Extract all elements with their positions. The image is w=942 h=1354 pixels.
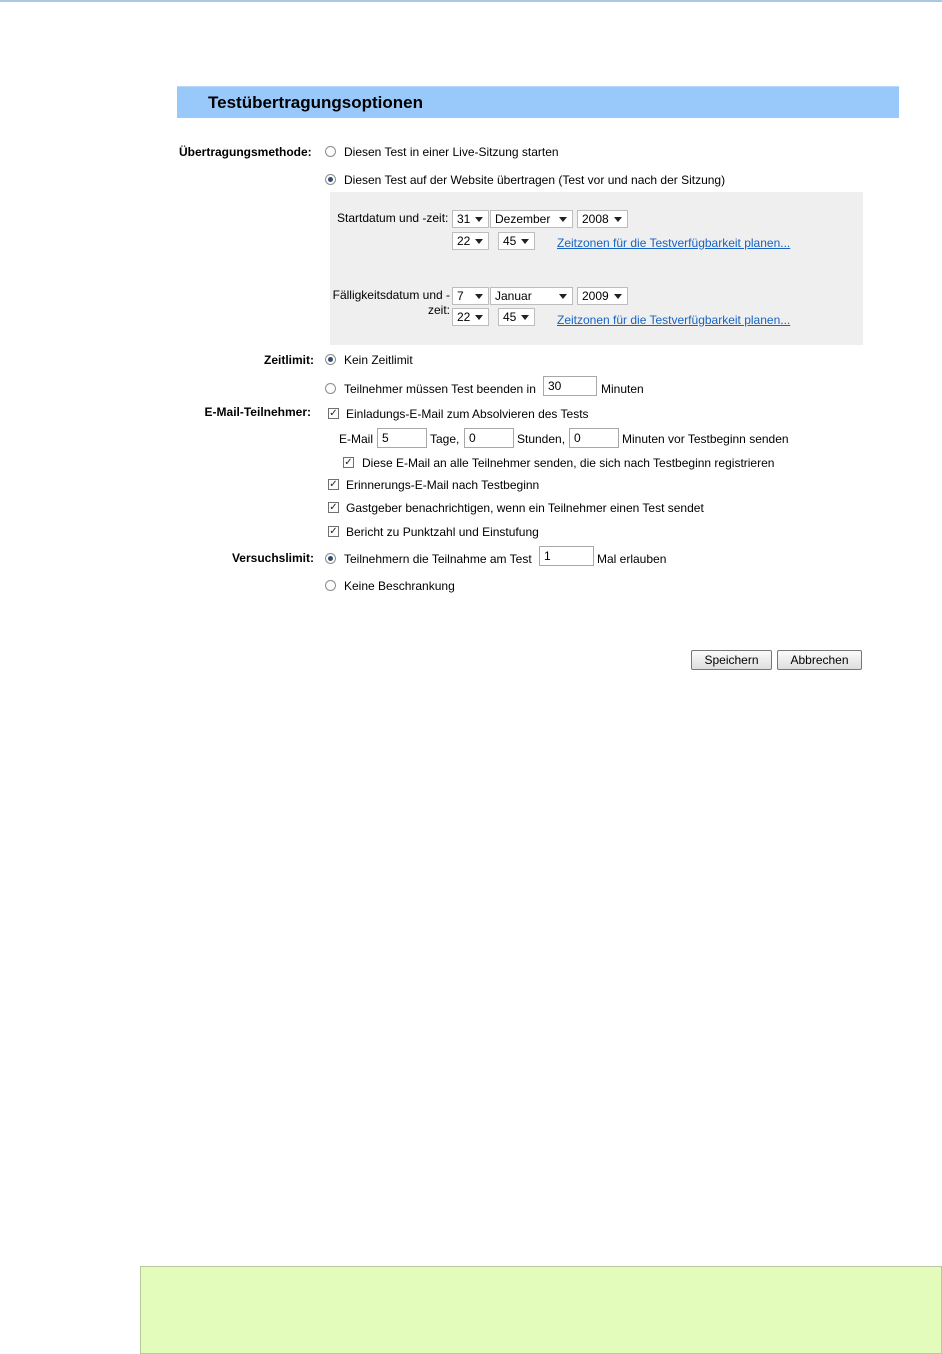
chevron-down-icon	[559, 294, 567, 299]
invite-email-label: Einladungs-E-Mail zum Absolvieren des Tests	[346, 407, 589, 421]
delivery-method-label: Übertragungsmethode:	[179, 145, 312, 159]
option-website-delivery-label: Diesen Test auf der Website übertragen (Test vor und nach der Sitzung)	[344, 173, 726, 187]
attempts-suffix-label: Mal erlauben	[597, 552, 667, 566]
email-hours-label: Stunden,	[517, 432, 566, 446]
send-all-label: Diese E-Mail an alle Teilnehmer senden, die sich nach Testbeginn registrieren	[362, 456, 775, 470]
checkbox-notify-host[interactable]: ✓	[329, 502, 338, 513]
due-day-select[interactable]: 7	[452, 287, 489, 305]
radio-website-delivery[interactable]	[325, 174, 336, 185]
radio-no-timelimit[interactable]	[325, 354, 336, 365]
notify-host-label: Gastgeber benachrichtigen, wenn ein Teilnehmer einen Test sendet	[346, 501, 704, 515]
save-button[interactable]: Speichern	[691, 650, 772, 670]
start-year-select[interactable]: 2008	[577, 210, 628, 228]
due-datetime-label-line1: Fälligkeitsdatum und -	[332, 288, 450, 302]
radio-timelimit[interactable]	[325, 383, 336, 394]
checkbox-send-all[interactable]: ✓	[344, 457, 353, 468]
attempts-count-input[interactable]: 1	[539, 546, 594, 566]
due-minute-select[interactable]: 45	[498, 308, 535, 326]
email-minutes-label: Minuten vor Testbeginn senden	[622, 432, 789, 446]
timelimit-minutes-input[interactable]: 30	[543, 376, 597, 396]
page-title: Testübertragungsoptionen	[208, 93, 424, 112]
radio-allow-attempts[interactable]	[325, 553, 336, 564]
timelimit-label: Zeitlimit:	[264, 353, 314, 367]
reminder-email-label: Erinnerungs-E-Mail nach Testbeginn	[346, 478, 540, 492]
score-report-label: Bericht zu Punktzahl und Einstufung	[346, 525, 539, 539]
start-datetime-label: Startdatum und -zeit:	[337, 211, 449, 225]
radio-no-attempt-limit[interactable]	[325, 580, 336, 591]
start-month-select[interactable]: Dezember	[490, 210, 573, 228]
no-attempt-limit-label: Keine Beschrankung	[344, 579, 455, 593]
chevron-down-icon	[521, 239, 529, 244]
start-minute-select[interactable]: 45	[498, 232, 535, 250]
due-month-select[interactable]: Januar	[490, 287, 573, 305]
footer-note-box	[140, 1266, 942, 1354]
email-days-input[interactable]: 5	[377, 428, 427, 448]
start-day-select[interactable]: 31	[452, 210, 489, 228]
checkbox-score-report[interactable]: ✓	[329, 526, 338, 537]
checkbox-reminder-email[interactable]: ✓	[329, 479, 338, 490]
email-prefix-label: E-Mail	[339, 432, 374, 446]
option-no-timelimit-label: Kein Zeitlimit	[344, 353, 413, 367]
panel-header	[177, 86, 899, 118]
chevron-down-icon	[475, 315, 483, 320]
checkbox-invite-email[interactable]: ✓	[329, 408, 338, 419]
due-timezone-link[interactable]: Zeitzonen für die Testverfügbarkeit planen...	[557, 313, 791, 327]
email-participants-label: E-Mail-Teilnehmer:	[204, 405, 311, 419]
top-divider	[0, 0, 942, 2]
start-timezone-link[interactable]: Zeitzonen für die Testverfügbarkeit planen...	[557, 236, 791, 250]
chevron-down-icon	[614, 217, 622, 222]
chevron-down-icon	[475, 294, 483, 299]
chevron-down-icon	[614, 294, 622, 299]
due-year-select[interactable]: 2009	[577, 287, 628, 305]
radio-live-session[interactable]	[325, 146, 336, 157]
chevron-down-icon	[559, 217, 567, 222]
email-minutes-input[interactable]: 0	[569, 428, 619, 448]
start-hour-select[interactable]: 22	[452, 232, 489, 250]
timelimit-minutes-unit: Minuten	[601, 382, 644, 396]
email-days-label: Tage,	[430, 432, 460, 446]
chevron-down-icon	[475, 217, 483, 222]
option-timelimit-label: Teilnehmer müssen Test beenden in	[344, 382, 536, 396]
cancel-button[interactable]: Abbrechen	[777, 650, 862, 670]
allow-attempts-label: Teilnehmern die Teilnahme am Test	[344, 552, 532, 566]
attempts-label: Versuchslimit:	[231, 551, 314, 565]
chevron-down-icon	[475, 239, 483, 244]
due-hour-select[interactable]: 22	[452, 308, 489, 326]
chevron-down-icon	[521, 315, 529, 320]
email-hours-input[interactable]: 0	[464, 428, 514, 448]
option-live-session-label: Diesen Test in einer Live-Sitzung starten	[344, 145, 559, 159]
due-datetime-label-line2: zeit:	[427, 303, 450, 317]
